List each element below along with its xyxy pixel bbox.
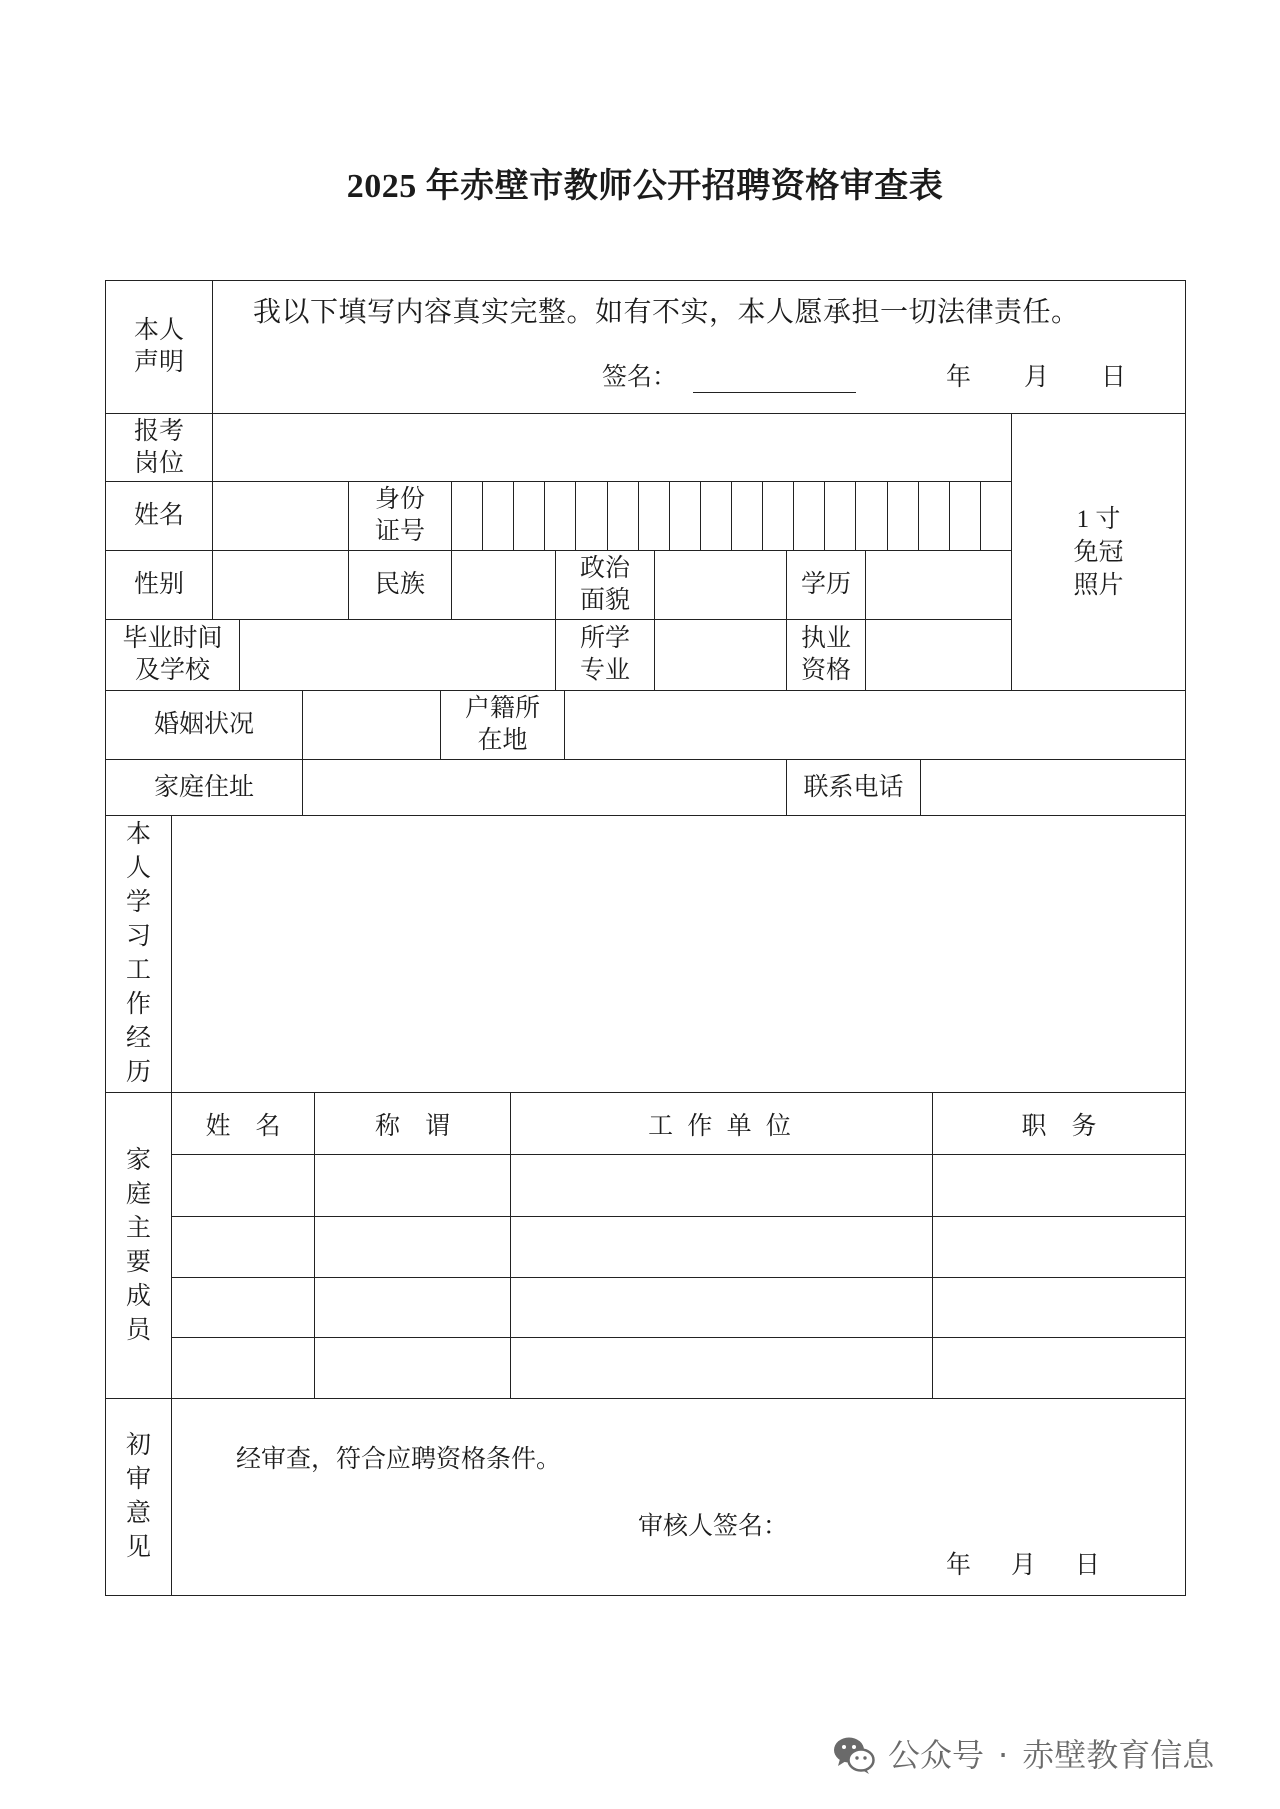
family-employer-input[interactable]: [511, 1278, 933, 1338]
qualification-input[interactable]: [866, 620, 1012, 691]
education-input[interactable]: [866, 551, 1012, 620]
id-digit-box[interactable]: [888, 482, 919, 551]
family-employer-input[interactable]: [511, 1155, 933, 1217]
review-opinion: 经审查，符合应聘资格条件。: [236, 1446, 562, 1473]
review-cell: [172, 1399, 1186, 1596]
id-digit-box[interactable]: [576, 482, 607, 551]
qualification-review-form: [105, 280, 1186, 1596]
gender-input[interactable]: [213, 551, 349, 620]
family-position-input[interactable]: [933, 1217, 1186, 1278]
household-registration-input[interactable]: [565, 691, 1186, 760]
family-relation-input[interactable]: [315, 1155, 511, 1217]
gender-label: 性别: [106, 551, 213, 620]
page-title: 2025 年赤壁市教师公开招聘资格审查表: [346, 168, 944, 205]
family-header-position: 职 务: [933, 1093, 1186, 1155]
photo-box[interactable]: 1 寸 免冠 照片: [1012, 414, 1186, 691]
ethnicity-label: 民族: [349, 551, 452, 620]
post-label: 报考 岗位: [106, 414, 213, 482]
family-header-name: 姓 名: [172, 1093, 315, 1155]
family-relation-input[interactable]: [315, 1278, 511, 1338]
id-digit-box[interactable]: [794, 482, 825, 551]
family-name-input[interactable]: [172, 1155, 315, 1217]
watermark-label: 公众号: [888, 1736, 985, 1774]
declaration-cell: [213, 281, 1186, 414]
major-label: 所学 专业: [556, 620, 655, 691]
qualification-label: 执业 资格: [787, 620, 866, 691]
id-digit-box[interactable]: [701, 482, 732, 551]
ethnicity-input[interactable]: [452, 551, 556, 620]
declaration-day-label: 日: [1101, 364, 1127, 391]
marital-status-label: 婚姻状况: [106, 691, 303, 760]
major-input[interactable]: [655, 620, 787, 691]
name-input[interactable]: [213, 482, 349, 551]
family-header-relation: 称 谓: [315, 1093, 511, 1155]
family-employer-input[interactable]: [511, 1217, 933, 1278]
id-digit-box[interactable]: [732, 482, 763, 551]
declaration-month-label: 月: [1024, 364, 1050, 391]
watermark-separator: ·: [998, 1736, 1009, 1774]
reviewer-signature-label: 审核人签名：: [638, 1513, 789, 1540]
id-digit-box[interactable]: [452, 482, 483, 551]
graduation-label: 毕业时间 及学校: [106, 620, 240, 691]
graduation-input[interactable]: [240, 620, 556, 691]
id-digit-box[interactable]: [825, 482, 856, 551]
id-number-label: 身份 证号: [349, 482, 452, 551]
signature-input[interactable]: [693, 365, 856, 393]
id-digit-box[interactable]: [545, 482, 576, 551]
review-label: 初审意见: [125, 1432, 151, 1561]
family-name-input[interactable]: [172, 1217, 315, 1278]
review-year-label: 年: [946, 1552, 972, 1579]
family-position-input[interactable]: [933, 1278, 1186, 1338]
id-digit-box[interactable]: [856, 482, 887, 551]
id-digit-box[interactable]: [483, 482, 514, 551]
household-registration-label: 户籍所 在地: [441, 691, 565, 760]
declaration-year-label: 年: [946, 364, 972, 391]
resume-textarea[interactable]: [172, 816, 1186, 1093]
family-position-input[interactable]: [933, 1338, 1186, 1399]
id-digit-box[interactable]: [608, 482, 639, 551]
family-position-input[interactable]: [933, 1155, 1186, 1217]
family-table: [172, 1093, 1186, 1399]
political-status-label: 政治 面貌: [556, 551, 655, 620]
watermark-account: 赤壁教育信息: [1022, 1736, 1215, 1774]
marital-status-input[interactable]: [303, 691, 441, 760]
id-digit-box[interactable]: [919, 482, 950, 551]
address-input[interactable]: [303, 760, 787, 816]
political-status-input[interactable]: [655, 551, 787, 620]
family-employer-input[interactable]: [511, 1338, 933, 1399]
family-relation-input[interactable]: [315, 1217, 511, 1278]
id-number-boxes: [452, 482, 1012, 551]
family-header-employer: 工 作 单 位: [511, 1093, 933, 1155]
wechat-icon: [832, 1735, 876, 1775]
review-label-cell: [106, 1399, 172, 1596]
post-input[interactable]: [213, 414, 1012, 482]
id-digit-box[interactable]: [763, 482, 794, 551]
id-digit-box[interactable]: [950, 482, 981, 551]
signature-label: 签名：: [602, 364, 678, 391]
id-digit-box[interactable]: [670, 482, 701, 551]
declaration-statement: 我以下填写内容真实完整。如有不实，本人愿承担一切法律责任。: [253, 297, 1080, 328]
resume-label: 本人学习工作经历: [125, 821, 151, 1086]
review-month-label: 月: [1011, 1552, 1037, 1579]
family-name-input[interactable]: [172, 1278, 315, 1338]
phone-input[interactable]: [921, 760, 1186, 816]
review-day-label: 日: [1075, 1552, 1101, 1579]
family-relation-input[interactable]: [315, 1338, 511, 1399]
family-label-cell: [106, 1093, 172, 1399]
education-label: 学历: [787, 551, 866, 620]
family-name-input[interactable]: [172, 1338, 315, 1399]
resume-label-cell: [106, 816, 172, 1093]
address-label: 家庭住址: [106, 760, 303, 816]
phone-label: 联系电话: [787, 760, 921, 816]
name-label: 姓名: [106, 482, 213, 551]
family-label: 家庭主要成员: [125, 1146, 151, 1344]
id-digit-box[interactable]: [514, 482, 545, 551]
id-digit-box[interactable]: [639, 482, 670, 551]
watermark: [832, 1733, 1214, 1777]
id-digit-box[interactable]: [981, 482, 1012, 551]
declaration-label: 本人 声明: [106, 281, 213, 414]
